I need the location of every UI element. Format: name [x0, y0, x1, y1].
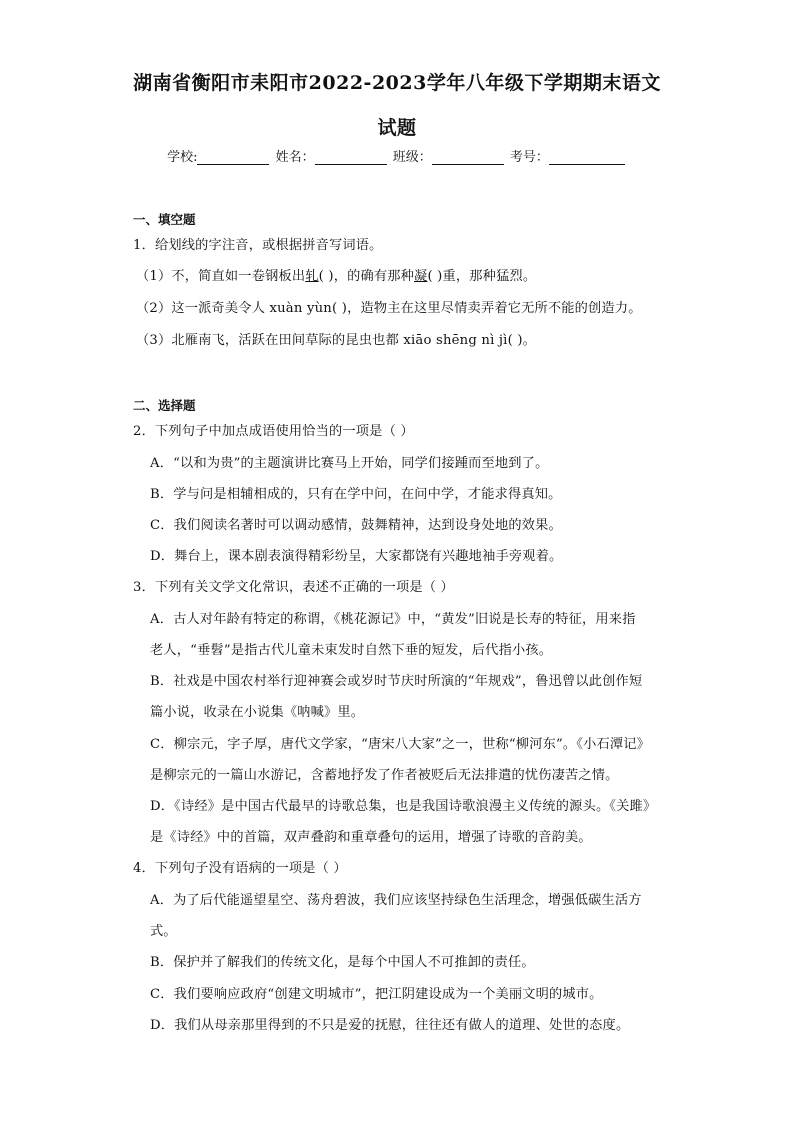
q2-option-d: D．舞台上，课本剧表演得精彩纷呈，大家都饶有兴趣地袖手旁观着。 — [150, 549, 563, 564]
q1-part1-underlined-2: 凝 — [414, 269, 428, 284]
q3-option-b-line1: B．社戏是中国农村举行迎神赛会或岁时节庆时所演的“年规戏”，鲁迅曾以此创作短 — [150, 674, 643, 689]
school-blank[interactable] — [197, 150, 269, 165]
q2-option-b: B．学与问是相辅相成的，只有在学中问，在问中学，才能求得真知。 — [150, 487, 562, 502]
q1-stem: 1．给划线的字注音，或根据拼音写词语。 — [133, 238, 383, 253]
q2-option-a: A．“以和为贵”的主题演讲比赛马上开始，同学们接踵而至地到了。 — [150, 456, 549, 471]
name-label: 姓名： — [275, 150, 315, 165]
q3-option-a-line2: 老人，“垂髫”是指古代儿童未束发时自然下垂的短发，后代指小孩。 — [150, 643, 553, 658]
student-info-row — [0, 146, 794, 165]
exam-no-blank[interactable] — [549, 150, 625, 165]
q1-part1-underlined-1: 轧 — [305, 269, 319, 284]
q3-option-d-line2: 是《诗经》中的首篇，双声叠韵和重章叠句的运用，增强了诗歌的音韵美。 — [150, 830, 592, 845]
q3-option-a-line1: A．古人对年龄有特定的称谓，《桃花源记》中，“黄发”旧说是长寿的特征，用来指 — [150, 612, 636, 627]
q4-option-a-line2: 式。 — [150, 924, 177, 939]
section-fill-in: 一、填空题 — [133, 212, 196, 227]
q3-stem: 3．下列有关文学文化常识，表述不正确的一项是（ ） — [133, 580, 454, 595]
section-multiple-choice: 二、选择题 — [133, 398, 196, 413]
exam-title-line1: 湖南省衡阳市耒阳市2022-2023学年八年级下学期期末语文 — [133, 72, 661, 94]
q4-option-d: D．我们从母亲那里得到的不只是爱的抚慰，往往还有做人的道理、处世的态度。 — [150, 1018, 630, 1033]
q1-part3: （3）北雁南飞，活跃在田间草际的昆虫也都 xiāo shēng nì jì( )。 — [136, 333, 537, 348]
q1-part1-text-c: ( )重，那种猛烈。 — [427, 269, 537, 284]
q3-option-c-line2: 是柳宗元的一篇山水游记，含蓄地抒发了作者被贬后无法排遣的忧伤凄苦之情。 — [150, 768, 619, 783]
q3-option-b-line2: 篇小说，收录在小说集《呐喊》里。 — [150, 705, 365, 720]
name-blank[interactable] — [315, 150, 387, 165]
school-label: 学校: — [167, 150, 198, 165]
q3-option-c-line1: C．柳宗元，字子厚，唐代文学家，“唐宋八大家”之一，世称“柳河东”。《小石潭记》 — [150, 737, 651, 752]
exam-title-line2: 试题 — [377, 117, 417, 139]
class-blank[interactable] — [432, 150, 504, 165]
q1-part1-text-a: （1）不，简直如一卷钢板出 — [136, 269, 306, 284]
q3-option-d-line1: D．《诗经》是中国古代最早的诗歌总集，也是我国诗歌浪漫主义传统的源头。《关雎》 — [150, 799, 657, 814]
q1-part1 — [136, 265, 536, 284]
q1-part2: （2）这一派奇美令人 xuàn yùn( )，造物主在这里尽情卖弄着它无所不能的创造力。 — [136, 301, 642, 316]
exam-no-label: 考号： — [509, 150, 549, 165]
q4-option-b: B．保护并了解我们的传统文化，是每个中国人不可推卸的责任。 — [150, 955, 535, 970]
q4-option-a-line1: A．为了后代能遥望星空、荡舟碧波，我们应该坚持绿色生活理念，增强低碳生活方 — [150, 893, 642, 908]
q1-part1-text-b: ( )，的确有那种 — [318, 269, 415, 284]
q2-stem: 2．下列句子中加点成语使用恰当的一项是（ ） — [133, 424, 414, 439]
q4-stem: 4．下列句子没有语病的一项是（ ） — [133, 861, 347, 876]
class-label: 班级： — [392, 150, 432, 165]
q4-option-c: C．我们要响应政府“创建文明城市”，把江阴建设成为一个美丽文明的城市。 — [150, 987, 603, 1002]
q2-option-c: C．我们阅读名著时可以调动感情，鼓舞精神，达到设身处地的效果。 — [150, 518, 562, 533]
